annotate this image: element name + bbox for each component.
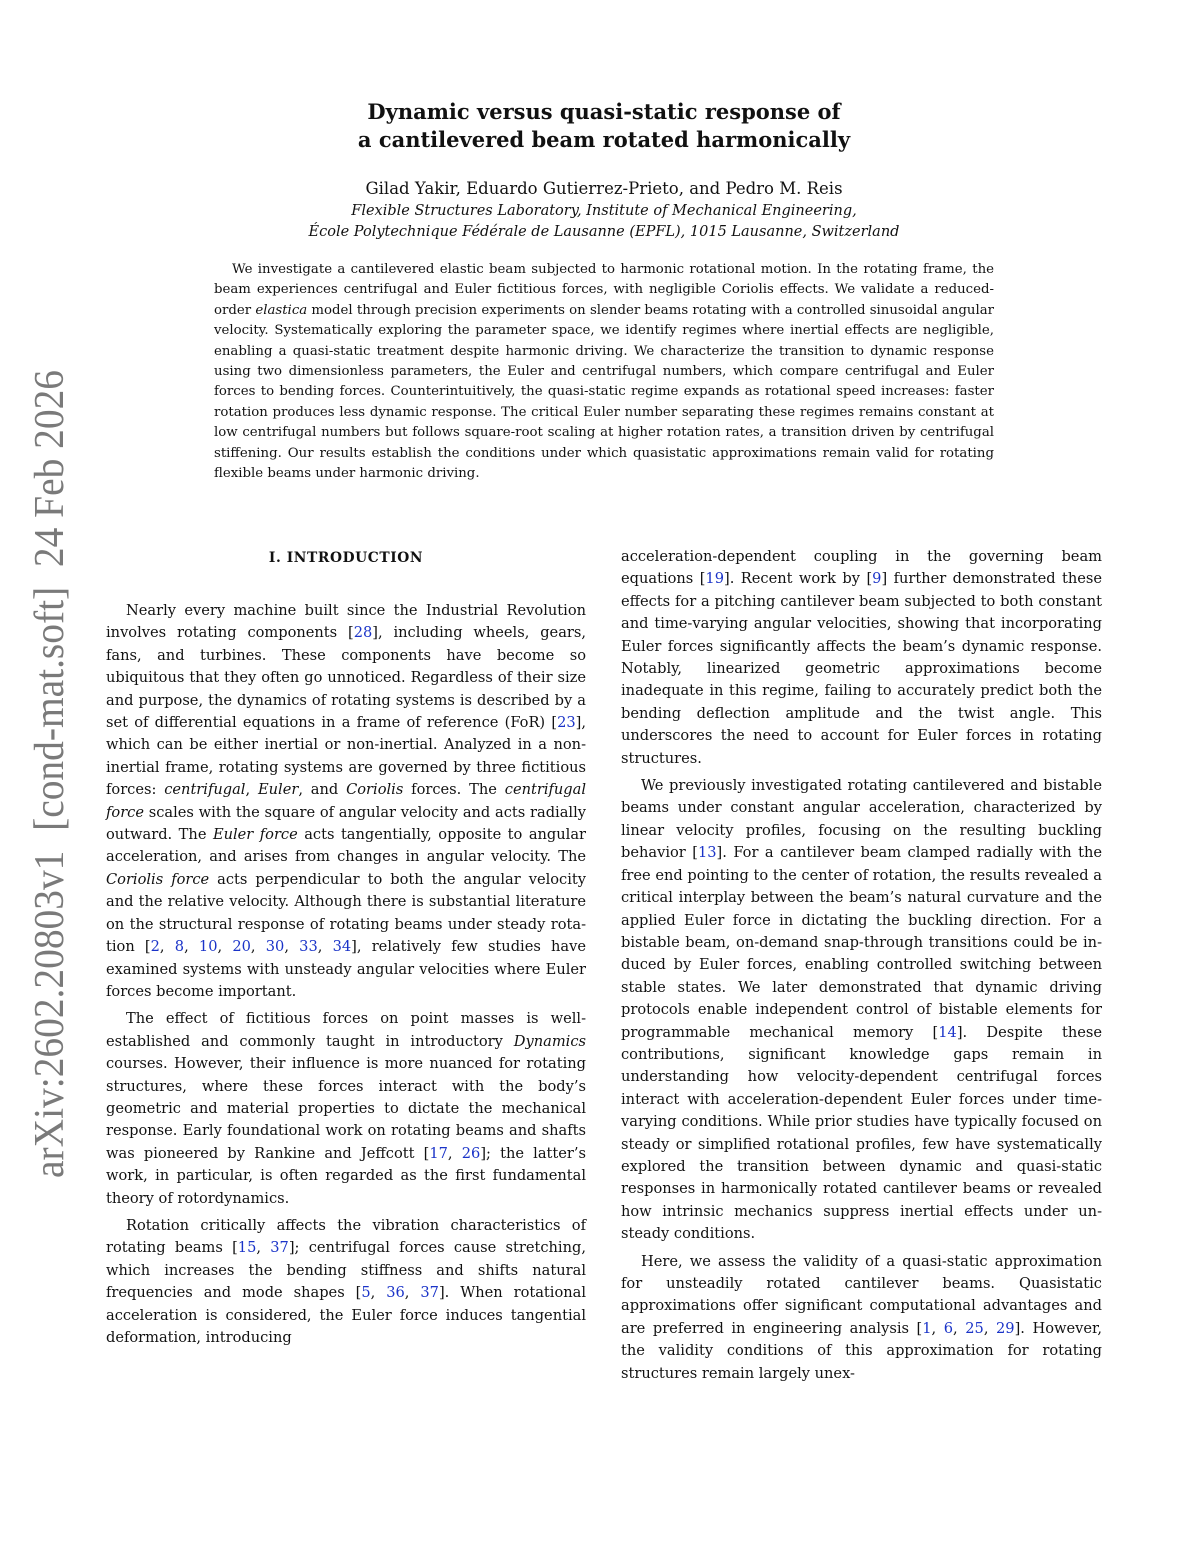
- citation-link[interactable]: 23: [557, 714, 576, 732]
- citation-link[interactable]: 1: [922, 1319, 932, 1337]
- citation-link[interactable]: 37: [420, 1284, 439, 1302]
- abstract-emphasis: elastica: [255, 302, 308, 318]
- emphasis-text: Euler: [257, 781, 299, 799]
- abstract-text: We investigate a cantilevered elastic beam subjected to harmonic rotational motion. In the rotating frame, the beam experiences centrifugal and Euler fictitious forces, with negligible Coriolis effects. We validate a reduced-order: [214, 262, 994, 318]
- title-line-1: Dynamic versus quasi-static response of: [367, 99, 841, 124]
- body-text: acceleration-dependent coupling in the governing beam equations [: [621, 548, 1102, 588]
- body-text: ]. Recent work by [: [724, 570, 873, 588]
- body-text: Nearly every machine built since the Industrial Revolution involves rotating components [: [106, 602, 586, 642]
- emphasis-text: Euler force: [212, 826, 298, 844]
- separator: ,: [184, 938, 199, 956]
- emphasis-text: Dynamics: [513, 1032, 586, 1050]
- separator: ,: [284, 938, 300, 956]
- citation-link[interactable]: 15: [237, 1239, 257, 1257]
- body-text: ]. Despite these contributions, significant knowledge gaps remain in understanding how velocity-dependent centrifugal forces interact with acceleration-dependent Euler forces under time-varying conditions. While prior studies have typically focused on steady or simplified rotational profiles, few have systematically explored the transition between dynamic and quasi-static responses in harmonically rotated cantilever beams or revealed how intrinsic mechanics suppress inertial effects under unsteady conditions.: [621, 1023, 1102, 1243]
- left-column: [106, 545, 586, 1354]
- citation-link[interactable]: 2: [150, 938, 160, 956]
- body-text: ]. However, the validity conditions of this approximation for rotating structures remain largely unex-: [621, 1319, 1103, 1382]
- body-text: Rotation critically affects the vibration characteristics of rotating beams [: [106, 1216, 586, 1257]
- citation-link[interactable]: 37: [270, 1239, 289, 1257]
- citation-link[interactable]: 6: [943, 1319, 954, 1337]
- arxiv-stamp-text: arXiv:2602.20803v1 [cond-mat.soft] 24 Feb 2026: [27, 317, 73, 1178]
- body-text: Here, we assess the validity of a quasi-static approximation for unsteadily rotated cantilever beams. Quasistatic approximations offer significant computational advantages and are preferred in engineering analysis [: [621, 1252, 1102, 1337]
- paper-title: [200, 98, 1008, 154]
- arxiv-identifier-stamp: [0, 0, 110, 1553]
- citation-link[interactable]: 34: [332, 938, 352, 956]
- citation-link[interactable]: 36: [386, 1284, 405, 1302]
- citation-link[interactable]: 30: [265, 938, 285, 956]
- affiliation: [200, 201, 1008, 243]
- author-list: Gilad Yakir, Eduardo Gutierrez-Prieto, and Pedro M. Reis: [365, 179, 843, 198]
- body-text: courses. However, their influence is more nuanced for rotating structures, where these forces interact with the body’s geometric and material properties to dictate the mechanical response. Early foundational work on rotating beams and shafts was pioneered by Rankine and Jeffcott [: [106, 1055, 586, 1162]
- affiliation-line-1: Flexible Structures Laboratory, Institute of Mechanical Engineering,: [351, 203, 857, 219]
- separator: ,: [256, 1239, 271, 1257]
- citation-link[interactable]: 25: [965, 1319, 984, 1337]
- citation-link[interactable]: 33: [299, 938, 318, 956]
- intro-paragraph-6: [621, 1251, 1102, 1385]
- citation-link[interactable]: 14: [938, 1023, 957, 1041]
- body-text: The effect of fictitious forces on point masses is well-established and commonly taught in introductory: [106, 1010, 586, 1050]
- body-text: scales with the square of angular velocity and acts radially outward. The: [106, 803, 586, 844]
- citation-link[interactable]: 20: [232, 938, 251, 956]
- body-text: ] further demonstrated these effects for a pitching cantilever beam subjected to both constant and time-varying angular velocities, showing that incorporating Euler forces significantly affects the beam’s dynamic response. Notably, linearized geometric approximations become inadequate in this regime, failing to accurately predict both the bending deflection amplitude and the twist angle. This underscores the need to account for Euler forces in rotating structures.: [621, 570, 1103, 767]
- body-text: ]; the latter’s work, in particular, is often regarded as the first fundamental theory of rotordynamics.: [106, 1144, 586, 1207]
- emphasis-text: Coriolis: [346, 781, 404, 799]
- citation-link[interactable]: 5: [361, 1284, 371, 1302]
- body-text: We previously investigated rotating cantilevered and bistable beams under constant angular acceleration, characterized by linear velocity profiles, focusing on the resulting buckling behavior [: [621, 777, 1102, 862]
- separator: ,: [983, 1319, 997, 1337]
- citation-link[interactable]: 17: [429, 1144, 448, 1162]
- title-line-2: a cantilevered beam rotated harmonically: [357, 127, 851, 152]
- emphasis-text: Coriolis force: [106, 870, 210, 888]
- separator: ,: [159, 938, 175, 956]
- intro-paragraph-4: [621, 546, 1102, 770]
- body-text: ], which can be either inertial or non-inertial. Analyzed in a non-inertial frame, rotating systems are governed by three fictitious forces:: [106, 714, 586, 799]
- intro-paragraph-5: [621, 775, 1102, 1246]
- body-text: acts tangentially, opposite to angular acceleration, and arises from changes in angular velocity. The: [106, 826, 587, 866]
- right-column: [621, 546, 1102, 1390]
- citation-link[interactable]: 29: [996, 1319, 1015, 1337]
- citation-link[interactable]: 19: [705, 570, 724, 588]
- separator: ,: [250, 938, 266, 956]
- abstract-paragraph: [214, 260, 994, 484]
- emphasis-text: centrifugal force: [106, 781, 586, 821]
- body-text: ], relatively few studies have examined systems with unsteady angular velocities where Euler forces become important.: [106, 938, 587, 1000]
- citation-link[interactable]: 13: [697, 844, 717, 862]
- separator: ,: [317, 938, 333, 956]
- separator: ,: [953, 1319, 966, 1337]
- body-text: , and: [298, 781, 347, 799]
- section-heading-introduction: I. INTRODUCTION: [268, 550, 424, 566]
- body-text: ,: [245, 781, 258, 799]
- citation-link[interactable]: 28: [353, 624, 373, 642]
- body-text: ]; centrifugal forces cause stretching, which increases the bending stiffness and shifts natural frequencies and mode shapes [: [106, 1239, 586, 1302]
- intro-paragraph-1: [106, 600, 586, 1003]
- citation-link[interactable]: 9: [872, 570, 882, 588]
- body-text: ]. For a cantilever beam clamped radially with the free end pointing to the center of rotation, the results revealed a critical interplay between the beam’s natural curvature and the applied Euler force in dictating the buckling direction. For a bistable beam, on-demand snap-through transitions could be induced by Euler forces, enabling controlled switching between stable states. We later demonstrated that dynamic driving protocols enable independent control of bistable elements for programmable mechanical memory [: [621, 844, 1102, 1041]
- abstract-text: model through precision experiments on slender beams rotating with a controlled sinusoidal angular velocity. Systematically exploring the parameter space, we identify regimes where inertial effects are negligible, enabling a quasi-static treatment despite harmonic driving. We characterize the transition to dynamic response using two dimensionless parameters, the Euler and centrifugal numbers, which compare centrifugal and Euler forces to bending forces. Counterintuitively, the quasi-static regime expands as rotational speed increases: faster rotation produces less dynamic response. The critical Euler number separating these regimes remains constant at low centrifugal numbers but follows square-root scaling at higher rotation rates, a transition driven by centrifugal stiffening. Our results establish the conditions under which quasistatic approximations remain valid for rotating flexible beams under harmonic driving.: [214, 302, 995, 482]
- separator: ,: [404, 1284, 421, 1302]
- abstract: [214, 260, 994, 484]
- citation-link[interactable]: 8: [174, 938, 185, 956]
- intro-paragraph-3: [106, 1215, 586, 1349]
- separator: ,: [217, 938, 233, 956]
- intro-paragraph-2: [106, 1008, 586, 1210]
- body-text: ], including wheels, gears, fans, and turbines. These components have become so ubiquitous that they often go unnoticed. Regardless of their size and purpose, the dynamics of rotating systems is described by a set of differential equations in a frame of reference (FoR) [: [106, 624, 586, 732]
- body-text: acts perpendicular to both the angular velocity and the relative velocity. Although there is substantial literature on the structural response of rotating beams under steady rotation [: [106, 870, 586, 956]
- separator: ,: [931, 1319, 944, 1337]
- body-text: forces. The: [403, 781, 505, 799]
- citation-link[interactable]: 10: [198, 938, 218, 956]
- citation-link[interactable]: 26: [461, 1144, 481, 1162]
- separator: ,: [447, 1144, 462, 1162]
- body-text: ]. When rotational acceleration is considered, the Euler force induces tangential deformation, introducing: [106, 1284, 587, 1346]
- emphasis-text: centrifugal: [164, 781, 246, 799]
- separator: ,: [370, 1284, 387, 1302]
- affiliation-line-2: École Polytechnique Fédérale de Lausanne (EPFL), 1015 Lausanne, Switzerland: [308, 224, 900, 240]
